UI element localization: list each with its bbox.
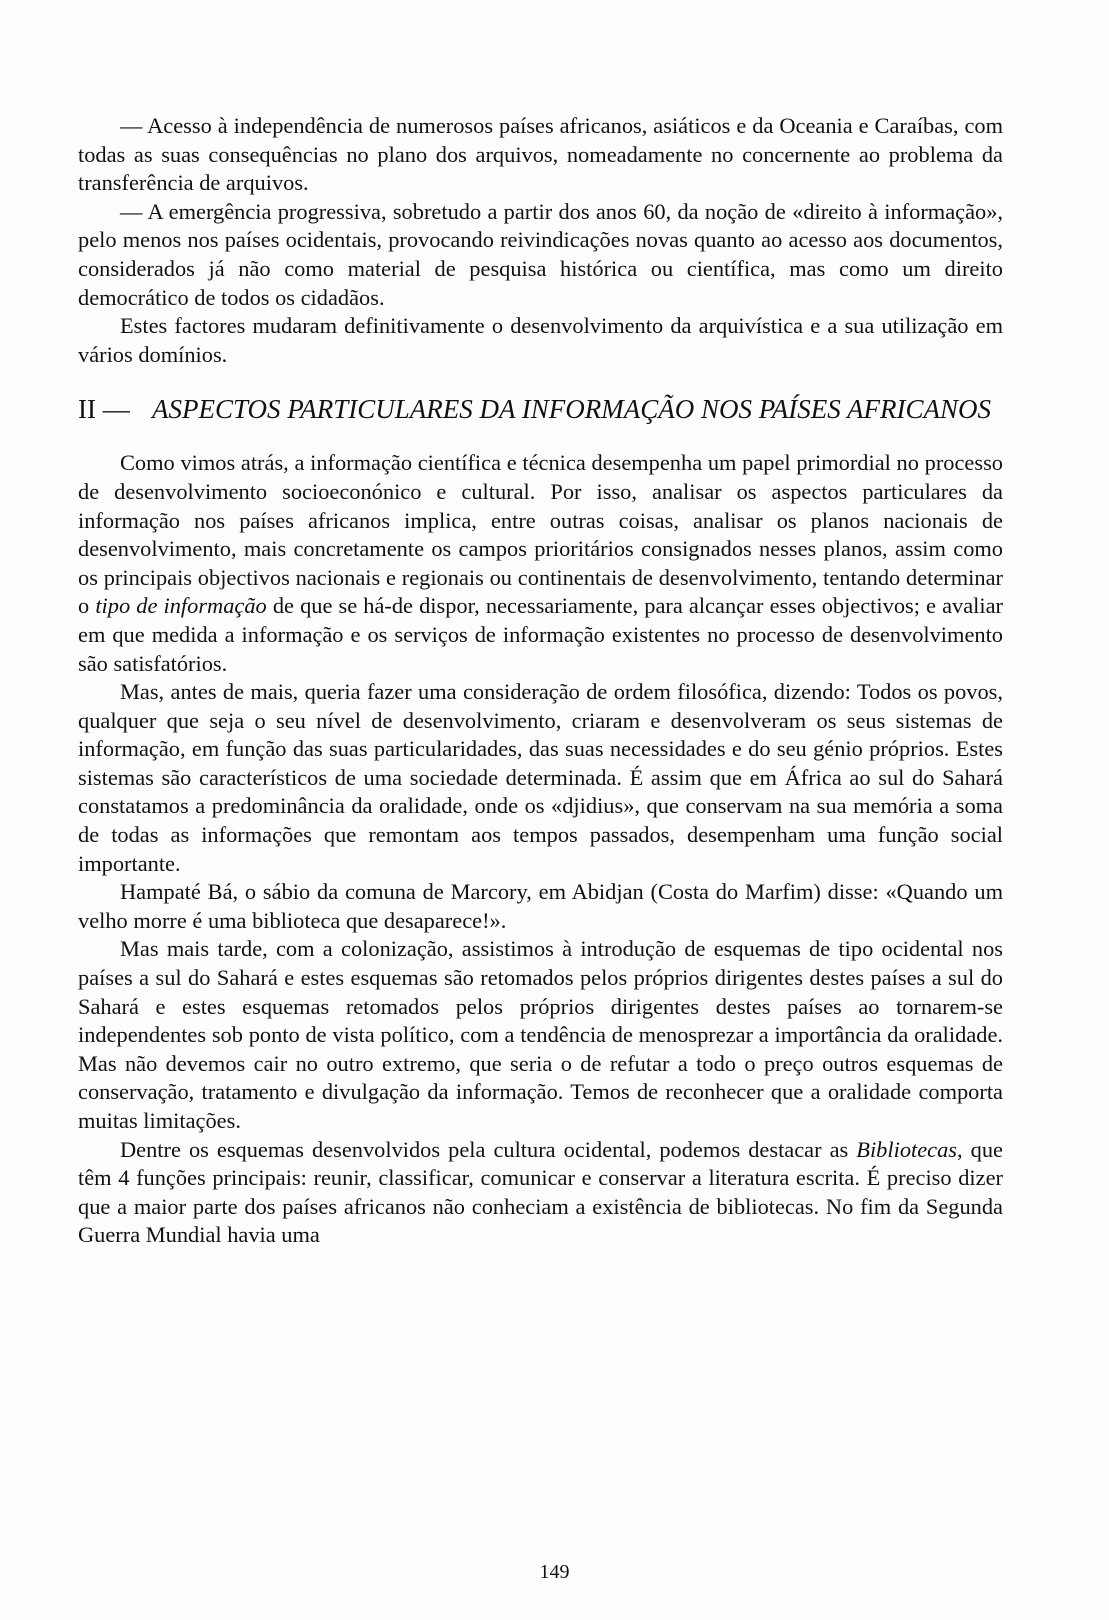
paragraph-1: — Acesso à independência de numerosos países africanos, asiáticos e da Oceania e Caraíbas, com todas as suas consequências no plano dos arquivos, nomeadamente no concernente ao problema da transferência de arquivos. [78, 113, 1003, 196]
paragraph-4 [78, 449, 1003, 678]
page-number: 149 [539, 1561, 570, 1583]
paragraph-4-text-b: de que se há-de dispor, necessariamente, para alcançar esses objectivos; e avaliar em que medida a informação e os serviços de informação existentes no processo de desenvolvimento são satisfatórios. [78, 593, 1003, 676]
section-heading [78, 391, 1003, 427]
paragraph-4-emphasis: tipo de informação [95, 593, 267, 619]
section-number: II — [78, 394, 130, 425]
section-title: ASPECTOS PARTICULARES DA INFORMAÇÃO NOS PAÍSES AFRICANOS [152, 394, 991, 425]
paragraph-8-emphasis: Bibliotecas [856, 1136, 958, 1162]
paragraph-8-text-b: , que têm 4 funções principais: reunir, classificar, comunicar e conservar a literatura escrita. É preciso dizer que a maior parte dos países africanos não conheciam a existência de bibliotecas. No fim da Segunda Guerra Mundial havia uma [78, 1136, 1003, 1248]
paragraph-7: Mas mais tarde, com a colonização, assistimos à introdução de esquemas de tipo ocidental nos países a sul do Sahará e estes esquemas são retomados pelos próprios dirigentes destes países a sul do Sahará e estes esquemas retomados pelos próprios dirigentes destes países ao tornarem-se independentes sob ponto de vista político, com a tendência de menosprezar a importância da oralidade. Mas não devemos cair no outro extremo, que seria o de refutar a todo o preço outros esquemas de conservação, tratamento e divulgação da informação. Temos de reconhecer que a oralidade comporta muitas limitações. [78, 936, 1003, 1133]
paragraph-2: — A emergência progressiva, sobretudo a partir dos anos 60, da noção de «direito à informação», pelo menos nos países ocidentais, provocando reivindicações novas quanto ao acesso aos documentos, considerados já não como material de pesquisa histórica ou científica, mas como um direito democrático de todos os cidadãos. [78, 198, 1003, 310]
paragraph-8-text-a: Dentre os esquemas desenvolvidos pela cultura ocidental, podemos destacar as [120, 1136, 857, 1162]
paragraph-3: Estes factores mudaram definitivamente o desenvolvimento da arquivística e a sua utilização em vários domínios. [78, 313, 1003, 367]
paragraph-8 [78, 1136, 1003, 1250]
paragraph-6: Hampaté Bá, o sábio da comuna de Marcory, em Abidjan (Costa do Marfim) disse: «Quando um velho morre é uma biblioteca que desaparece!». [78, 879, 1003, 933]
paragraph-4-text-a: Como vimos atrás, a informação científica e técnica desempenha um papel primordial no processo de desenvolvimento socioeconónico e cultural. Por isso, analisar os aspectos particulares da informação nos países africanos implica, entre outras coisas, analisar os planos nacionais de desenvolvimento, mais concretamente os campos prioritários consignados nesses planos, assim como os principais objectivos nacionais e regionais ou continentais de desenvolvimento, tentando determinar o [78, 450, 1003, 619]
body-text [78, 112, 1003, 1250]
paragraph-5: Mas, antes de mais, queria fazer uma consideração de ordem filosófica, dizendo: Todos os povos, qualquer que seja o seu nível de desenvolvimento, criaram e desenvolveram os seus sistemas de informação, em função das suas particularidades, das suas necessidades e do seu génio próprios. Estes sistemas são característicos de uma sociedade determinada. É assim que em África ao sul do Sahará constatamos a predominância da oralidade, onde os «djidius», que conservam na sua memória a soma de todas as informações que remontam aos tempos passados, desempenham uma função social importante. [78, 679, 1003, 876]
